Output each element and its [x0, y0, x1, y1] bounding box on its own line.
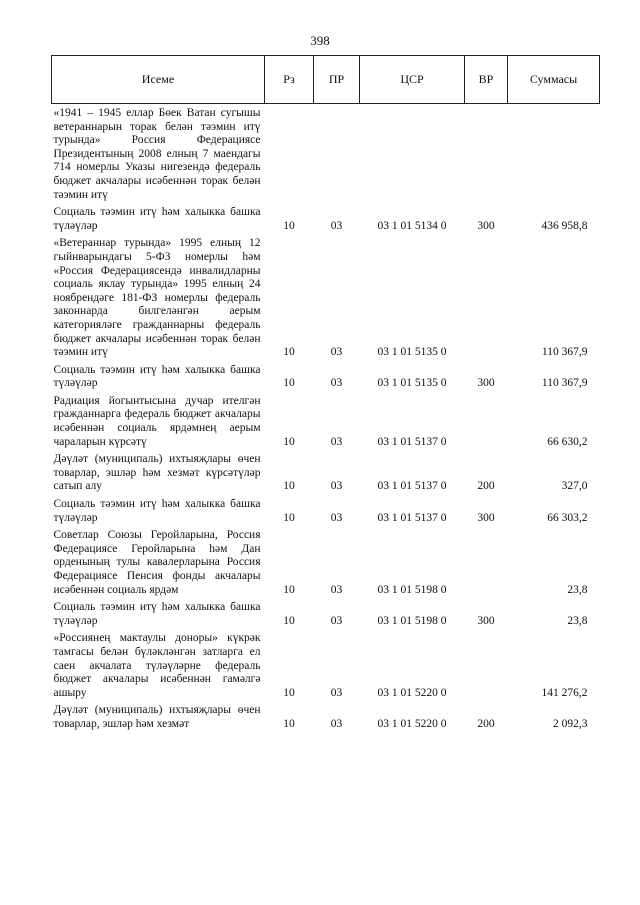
- row-pr: 03: [330, 511, 343, 524]
- row-sum: 2 092,3: [553, 717, 588, 730]
- row-rz: 10: [283, 346, 295, 359]
- table-row: [52, 496, 600, 527]
- row-name: «1941 – 1945 еллар Бөек Ватан сугышы ветераннарын торак белән тәэмин итү турында» Россия Федерациясе Президентының 2008 елның 7 маендагы 714 номерлы Указы нигезендә федераль бюджет акчалары исәбеннән торак белән тәэмин итү: [53, 107, 261, 201]
- row-pr: 03: [330, 377, 343, 390]
- row-vr: 200: [477, 717, 495, 730]
- row-name: «Ветераннар турында» 1995 елның 12 гыйнварындагы 5-ФЗ номерлы һәм «Россия Федерациясендә инвалидларны социаль яклау турында» 1995 елның 24 ноябрендәге 181-ФЗ номерлы федераль законнарда билгеләнгән аерым категорияләге гражданнарны федераль бюджет акчалары исәбеннән торак белән тәэмин итү: [53, 237, 261, 359]
- row-rz: 10: [283, 219, 295, 232]
- row-pr: 03: [330, 480, 343, 493]
- table-row: [52, 393, 600, 451]
- row-name: Дәүләт (муниципаль) ихтыяҗлары өчен товарлар, эшләр һәм хезмәт: [53, 704, 261, 730]
- row-pr: 03: [330, 346, 343, 359]
- row-vr: 300: [477, 377, 495, 390]
- row-name: Социаль тәэмин итү һәм халыкка башка түләүләр: [53, 206, 261, 232]
- row-rz: 10: [283, 717, 295, 730]
- row-name: «Россиянең мактаулы доноры» күкрәк тамгасы белән бүләкләнгән затларга ел саен акчалата түләүләрне федераль бюджет акчалары исәбеннән гамәлгә ашыру: [53, 632, 261, 699]
- table-row: [52, 702, 600, 733]
- page-number: 398: [310, 33, 330, 48]
- row-sum: 23,8: [567, 583, 588, 596]
- row-rz: 10: [283, 377, 295, 390]
- col-header-csr: ЦСР: [360, 56, 465, 104]
- row-vr: [465, 630, 508, 702]
- row-name: Социаль тәэмин итү һәм халыкка башка түләүләр: [53, 498, 261, 524]
- row-rz: 10: [283, 614, 295, 627]
- row-sum: 110 367,9: [541, 346, 588, 359]
- row-csr: 03 1 01 5134 0: [377, 219, 447, 232]
- budget-table: [51, 55, 600, 734]
- row-name: Социаль тәэмин итү һәм халыкка башка түләүләр: [53, 601, 261, 627]
- row-sum: [508, 104, 600, 205]
- row-csr: 03 1 01 5137 0: [377, 480, 447, 493]
- col-header-name: Исеме: [52, 56, 265, 104]
- table-row: [52, 204, 600, 235]
- row-csr: [360, 104, 465, 205]
- row-csr: 03 1 01 5220 0: [377, 686, 447, 699]
- row-pr: 03: [330, 583, 343, 596]
- row-vr: 200: [477, 480, 495, 493]
- row-name: Дәүләт (муниципаль) ихтыяҗлары өчен товарлар, эшләр һәм хезмәт күрсәтүләр сатып алу: [53, 453, 261, 493]
- row-pr: 03: [330, 219, 343, 232]
- row-vr: 300: [477, 511, 495, 524]
- row-rz: 10: [283, 511, 295, 524]
- col-header-pr: ПР: [314, 56, 360, 104]
- col-header-rz: Рз: [265, 56, 314, 104]
- row-name: Радиация йогынтысына дучар ителгән гражданнарга федераль бюджет акчалары исәбеннән социаль ярдәмнең аерым чараларын күрсәтү: [53, 394, 261, 448]
- row-csr: 03 1 01 5137 0: [377, 435, 447, 448]
- row-pr: 03: [330, 717, 343, 730]
- table-row: [52, 362, 600, 393]
- row-rz: 10: [283, 435, 295, 448]
- table-row: [52, 235, 600, 361]
- row-csr: 03 1 01 5137 0: [377, 511, 447, 524]
- table-row: [52, 527, 600, 599]
- row-name: Социаль тәэмин итү һәм халыкка башка түләүләр: [53, 363, 261, 390]
- row-sum: 23,8: [567, 614, 588, 627]
- row-sum: 436 958,8: [541, 219, 588, 232]
- row-pr: [314, 104, 360, 205]
- row-sum: 110 367,9: [541, 377, 588, 390]
- table-row: [52, 451, 600, 496]
- row-sum: 66 303,2: [547, 511, 588, 524]
- row-rz: [265, 104, 314, 205]
- row-pr: 03: [330, 686, 343, 699]
- table-header-row: [52, 56, 600, 104]
- row-rz: 10: [283, 583, 295, 596]
- row-vr: [465, 104, 508, 205]
- row-sum: 66 630,2: [547, 435, 588, 448]
- row-sum: 141 276,2: [541, 686, 588, 699]
- table-row: [52, 104, 600, 205]
- row-csr: 03 1 01 5198 0: [377, 583, 447, 596]
- row-sum: 327,0: [561, 480, 588, 493]
- col-header-sum: Суммасы: [508, 56, 600, 104]
- row-vr: [465, 527, 508, 599]
- row-rz: 10: [283, 686, 295, 699]
- row-csr: 03 1 01 5135 0: [377, 377, 447, 390]
- row-name: Советлар Союзы Геройларына, Россия Федерациясе Геройларына һәм Дан орденының тулы кавалерларына Россия Федерациясе Пенсия фонды акчалары исәбеннән социаль ярдәм: [53, 529, 261, 596]
- row-vr: [465, 393, 508, 451]
- table-row: [52, 599, 600, 630]
- row-vr: 300: [477, 219, 495, 232]
- row-csr: 03 1 01 5198 0: [377, 614, 447, 627]
- row-vr: [465, 235, 508, 361]
- row-csr: 03 1 01 5135 0: [377, 346, 447, 359]
- row-rz: 10: [283, 480, 295, 493]
- table-row: [52, 630, 600, 702]
- col-header-vr: ВР: [465, 56, 508, 104]
- row-vr: 300: [477, 614, 495, 627]
- row-pr: 03: [330, 614, 343, 627]
- row-csr: 03 1 01 5220 0: [377, 717, 447, 730]
- row-pr: 03: [330, 435, 343, 448]
